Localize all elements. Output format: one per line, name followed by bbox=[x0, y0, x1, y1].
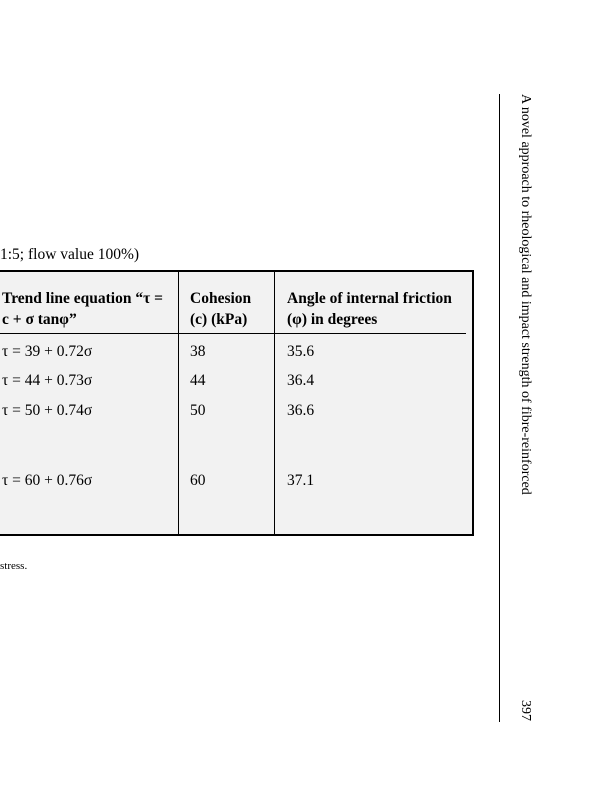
header-cohesion: Cohesion (c) (kPa) bbox=[190, 290, 252, 328]
running-head: A novel approach to rheological and impact strength of fibre-reinforced bbox=[518, 94, 533, 495]
table-cell: 36.6 bbox=[287, 402, 315, 419]
table-cell: 36.4 bbox=[287, 372, 315, 389]
header-rule bbox=[0, 333, 466, 334]
table-cell: 38 bbox=[190, 343, 206, 360]
header-angle-of-friction: Angle of internal friction (φ) in degrees bbox=[287, 290, 452, 328]
table-cell: τ = 39 + 0.72σ bbox=[2, 343, 93, 360]
table-cell: 35.6 bbox=[287, 343, 315, 360]
table-cell: τ = 60 + 0.76σ bbox=[2, 472, 93, 489]
header-trend-line-equation: Trend line equation “τ = c + σ tanφ” bbox=[2, 290, 163, 328]
table-cell: 37.1 bbox=[287, 472, 315, 489]
table-cell: τ = 50 + 0.74σ bbox=[2, 402, 93, 419]
page-number: 397 bbox=[518, 700, 533, 721]
table-cell: 60 bbox=[190, 472, 206, 489]
table-caption: 1:5; flow value 100%) bbox=[0, 246, 140, 263]
data-table bbox=[0, 270, 474, 536]
column-divider bbox=[274, 272, 275, 534]
table-cell: τ = 44 + 0.73σ bbox=[2, 372, 93, 389]
table-cell: 44 bbox=[190, 372, 206, 389]
table-footnote: stress. bbox=[0, 560, 28, 572]
table-cell: 50 bbox=[190, 402, 206, 419]
margin-rule bbox=[499, 94, 500, 722]
column-divider bbox=[178, 272, 179, 534]
